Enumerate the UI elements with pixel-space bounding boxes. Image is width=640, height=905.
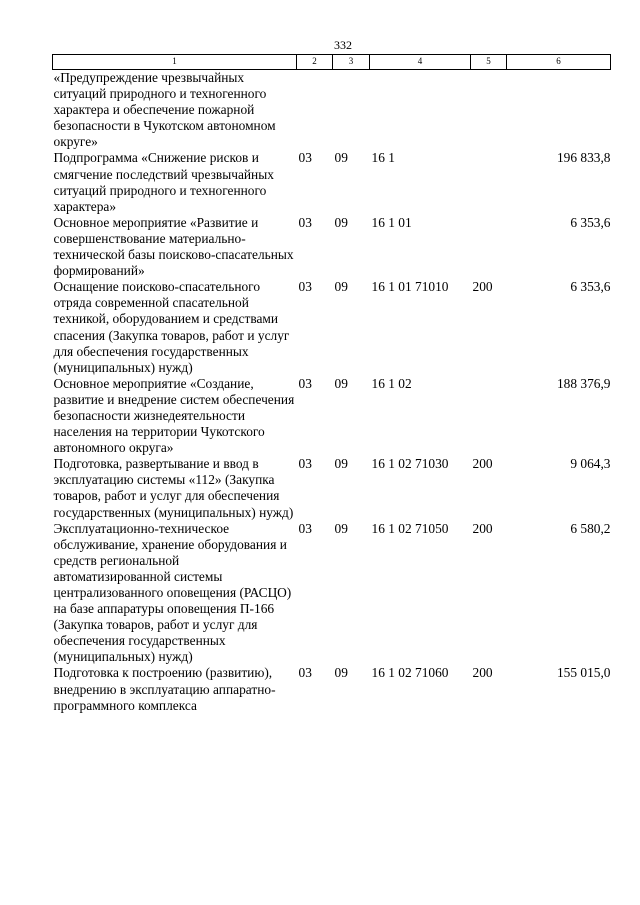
row-subsection: 09	[334, 214, 348, 230]
row-name: Подпрограмма «Снижение рисков и смягчение последствий чрезвычайных ситуаций природного и техногенного характера»	[53, 150, 274, 214]
table-row	[53, 215, 611, 279]
row-code: 16 1 02 71050	[371, 520, 449, 536]
table-row	[53, 665, 611, 713]
header-col-subsection: 3	[333, 55, 370, 70]
table-row	[53, 70, 611, 151]
table-body	[53, 70, 611, 714]
row-name: Основное мероприятие «Создание, развитие и внедрение систем обеспечения безопасности жизнедеятельности населения на территории Чукотского автономного округа»	[53, 375, 295, 456]
row-section: 03	[298, 375, 312, 391]
header-col-name: 1	[53, 55, 297, 70]
row-amount: 6 353,6	[570, 214, 611, 230]
row-amount: 6 580,2	[570, 520, 611, 536]
row-type	[471, 150, 507, 214]
row-code: 16 1 02 71030	[371, 456, 449, 472]
row-section: 03	[298, 520, 312, 536]
row-amount: 6 353,6	[570, 279, 611, 295]
row-name: «Предупреждение чрезвычайных ситуаций природного и техногенного характера и обеспечение пожарной безопасности в Чукотском автономном округе»	[53, 70, 276, 150]
table-row	[53, 521, 611, 666]
row-code: 16 1 02	[371, 375, 412, 391]
row-name: Подготовка, развертывание и ввод в эксплуатацию системы «112» (Закупка товаров, работ и услуг для обеспечения государственных (муниципальных) нужд)	[53, 456, 294, 520]
row-amount: 155 015,0	[556, 665, 611, 681]
row-amount: 188 376,9	[556, 375, 611, 391]
row-subsection: 09	[334, 279, 348, 295]
row-type	[471, 215, 507, 279]
row-name: Основное мероприятие «Развитие и совершенствование материально-технической базы поисково-спасательных формирований»	[53, 214, 294, 279]
row-section: 03	[298, 279, 312, 295]
header-col-code: 4	[370, 55, 471, 70]
row-section: 03	[298, 214, 312, 230]
row-type: 200	[472, 520, 493, 536]
row-subsection: 09	[334, 665, 348, 681]
header-col-type: 5	[471, 55, 507, 70]
row-name: Оснащение поисково-спасательного отряда современной спасательной техникой, оборудованием и средствами спасения (Закупка товаров, работ и услуг для обеспечения государственных (муниципальных) нужд)	[53, 279, 290, 375]
row-section	[297, 70, 333, 151]
table-header	[53, 55, 611, 70]
row-subsection: 09	[334, 456, 348, 472]
row-amount	[507, 70, 611, 151]
budget-table	[52, 54, 611, 714]
row-amount: 9 064,3	[570, 456, 611, 472]
row-code: 16 1 01 71010	[371, 279, 449, 295]
row-type: 200	[472, 279, 493, 295]
table-row	[53, 456, 611, 520]
row-section: 03	[298, 665, 312, 681]
row-subsection: 09	[334, 375, 348, 391]
header-row	[53, 55, 611, 70]
row-code: 16 1	[371, 150, 395, 166]
row-section: 03	[298, 456, 312, 472]
table-row	[53, 279, 611, 376]
row-subsection: 09	[334, 150, 348, 166]
row-subsection: 09	[334, 520, 348, 536]
row-code: 16 1 01	[371, 214, 412, 230]
header-col-section: 2	[297, 55, 333, 70]
row-name: Эксплуатационно-техническое обслуживание, хранение оборудования и средств региональной автоматизированной системы централизованного оповещения (РАСЦО) на базе аппаратуры оповещения П-166 (Закупка товаров, работ и услуг для обеспечения государственных (муниципальных) нужд)	[53, 520, 292, 665]
row-type	[471, 70, 507, 151]
row-code: 16 1 02 71060	[371, 665, 449, 681]
table-row	[53, 376, 611, 456]
row-subsection	[333, 70, 370, 151]
row-amount: 196 833,8	[556, 150, 611, 166]
table-row	[53, 150, 611, 214]
row-name: Подготовка к построению (развитию), внедрению в эксплуатацию аппаратно-программного комплекса	[53, 665, 276, 713]
row-code	[370, 70, 471, 151]
header-col-amount: 6	[507, 55, 611, 70]
page-number: 332	[334, 38, 352, 52]
row-type: 200	[472, 456, 493, 472]
row-section: 03	[298, 150, 312, 166]
row-type	[471, 376, 507, 456]
row-type: 200	[472, 665, 493, 681]
